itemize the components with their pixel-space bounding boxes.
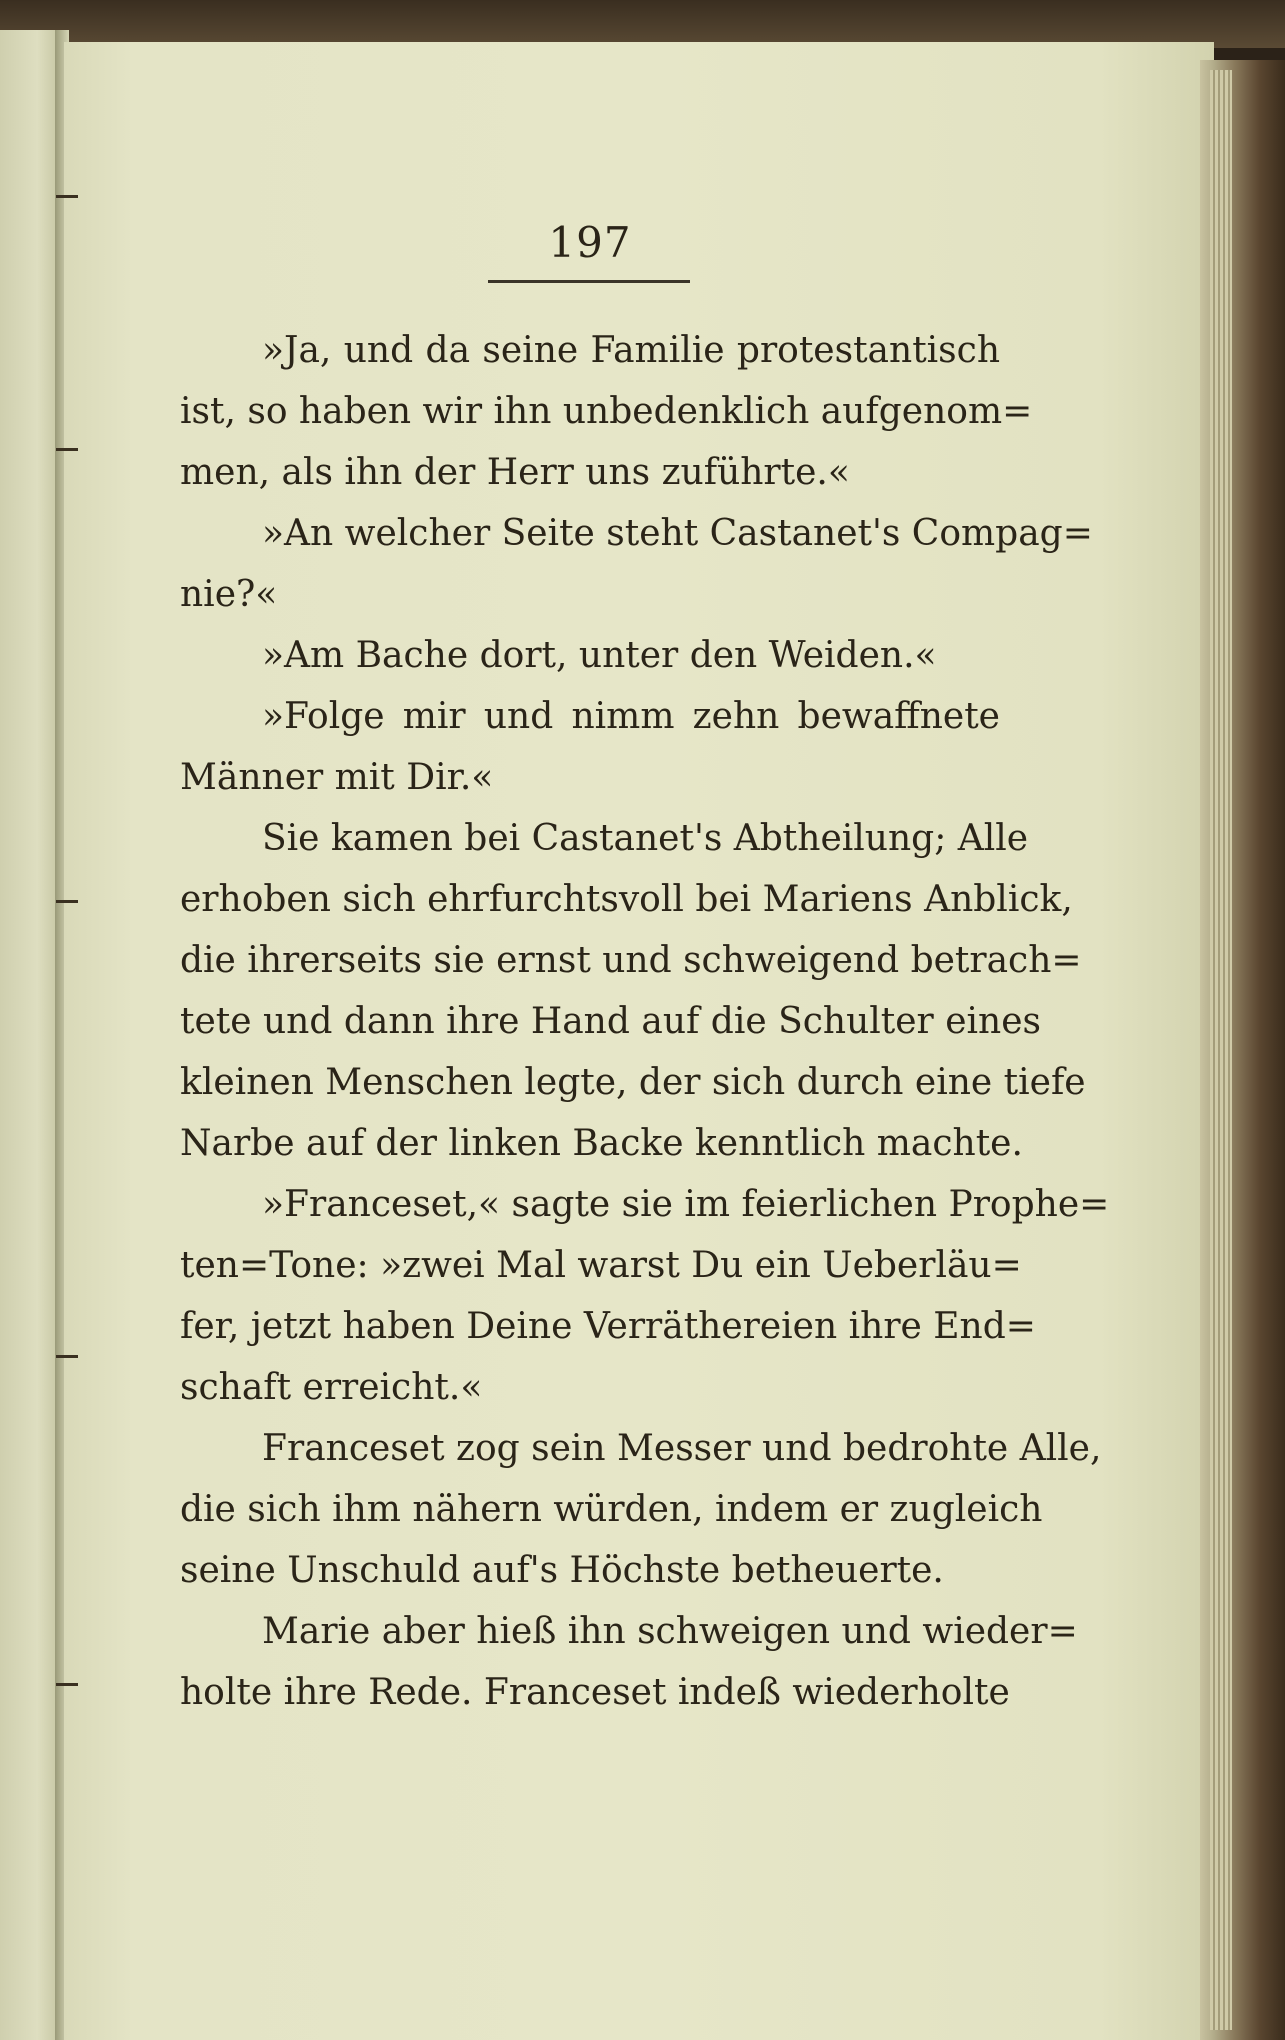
book-cover-edge [0, 0, 1285, 48]
margin-mark [56, 900, 78, 903]
text-line: men, als ihn der Herr uns zuführte.« [180, 452, 850, 493]
text-line: Marie aber hieß ihn schweigen und wieder= [262, 1611, 1078, 1652]
text-line: »Am Bache dort, unter den Weiden.« [262, 635, 937, 676]
text-line: die ihrerseits sie ernst und schweigend betrach= [180, 940, 1082, 981]
text-line: Männer mit Dir.« [180, 757, 494, 798]
text-line: tete und dann ihre Hand auf die Schulter eines [180, 1001, 1041, 1042]
header-rule [488, 280, 690, 283]
text-line: Sie kamen bei Castanet's Abtheilung; Alle [262, 818, 1029, 859]
text-line: fer, jetzt haben Deine Verräthereien ihre End= [180, 1306, 1036, 1347]
text-line: kleinen Menschen legte, der sich durch eine tiefe [180, 1062, 1086, 1103]
text-line: seine Unschuld auf's Höchste betheuerte. [180, 1550, 944, 1591]
margin-mark [56, 1355, 78, 1358]
text-line: ten=Tone: »zwei Mal warst Du ein Ueberläu= [180, 1245, 1022, 1286]
text-line: »Folge mir und nimm zehn bewaffnete [262, 696, 1000, 737]
page-stack-lines [1210, 70, 1232, 2030]
text-line: erhoben sich ehrfurchtsvoll bei Mariens Anblick, [180, 879, 1073, 920]
text-line: Narbe auf der linken Backe kenntlich machte. [180, 1123, 1023, 1164]
body-text [180, 320, 1110, 1723]
margin-mark [56, 448, 78, 451]
text-line: ist, so haben wir ihn unbedenklich aufgenom= [180, 391, 1033, 432]
text-line: »Franceset,« sagte sie im feierlichen Prophe= [262, 1184, 1110, 1225]
margin-mark [56, 1683, 78, 1686]
text-line: holte ihre Rede. Franceset indeß wiederholte [180, 1672, 1010, 1713]
text-line: Franceset zog sein Messer und bedrohte Alle, [262, 1428, 1102, 1469]
margin-mark [56, 195, 78, 198]
text-line: die sich ihm nähern würden, indem er zugleich [180, 1489, 1043, 1530]
text-line: »Ja, und da seine Familie protestantisch [262, 330, 1000, 371]
text-line: schaft erreicht.« [180, 1367, 483, 1408]
text-line: »An welcher Seite steht Castanet's Compag= [262, 513, 1093, 554]
previous-page-edge [0, 30, 62, 2040]
page-number: 197 [548, 218, 632, 267]
text-line: nie?« [180, 574, 278, 615]
